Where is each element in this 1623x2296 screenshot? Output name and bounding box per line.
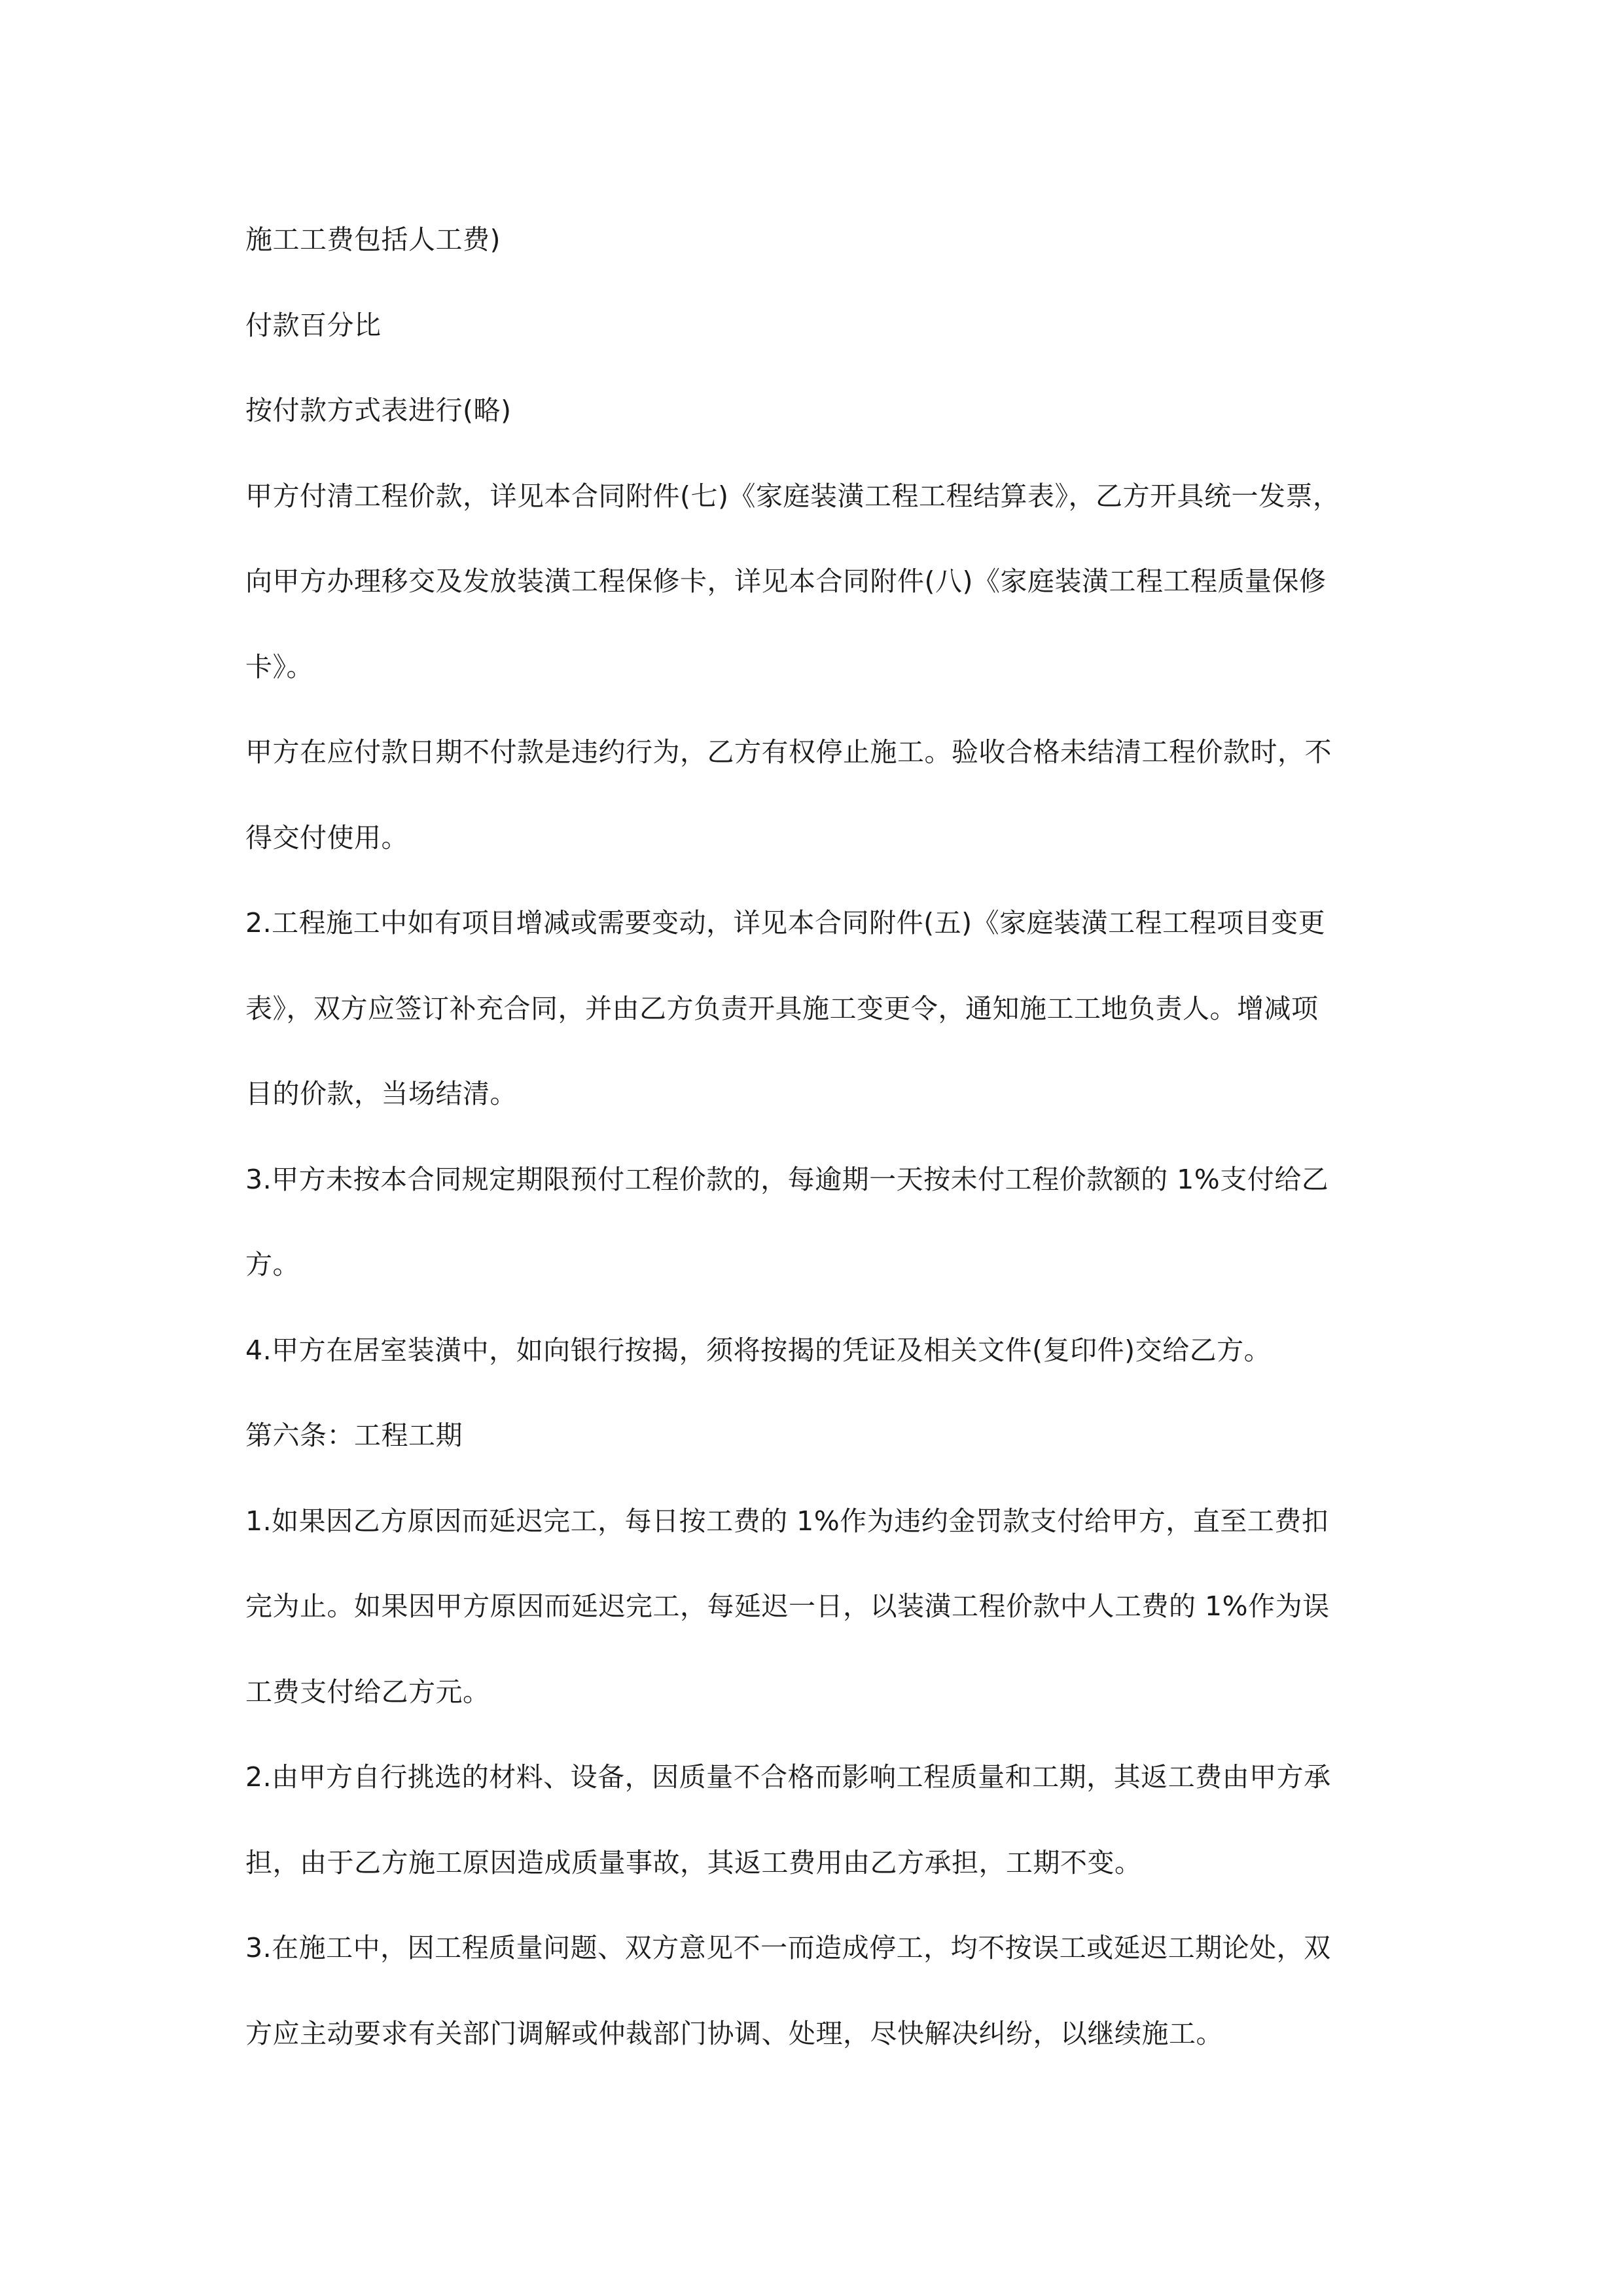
- text-line: 目的价款，当场结清。: [245, 1078, 517, 1109]
- text-line: 按付款方式表进行(略): [245, 395, 512, 426]
- text-line: 方应主动要求有关部门调解或仲裁部门协调、处理，尽快解决纠纷，以继续施工。: [245, 2017, 1223, 2049]
- document-body: [245, 219, 1387, 2098]
- text-line: 3.甲方未按本合同规定期限预付工程价款的，每逾期一天按未付工程价款额的 1%支付给乙: [245, 1163, 1329, 1195]
- text-line: 2.由甲方自行挑选的材料、设备，因质量不合格而影响工程质量和工期，其返工费由甲方承: [245, 1761, 1331, 1793]
- text-line: 工费支付给乙方元。: [245, 1676, 490, 1708]
- text-line: 4.甲方在居室装潢中，如向银行按揭，须将按揭的凭证及相关文件(复印件)交给乙方。: [245, 1334, 1272, 1366]
- text-line: 表》，双方应签订补充合同，并由乙方负责开具施工变更令，通知施工工地负责人。增减项: [245, 992, 1319, 1024]
- text-line: 1.如果因乙方原因而延迟完工，每日按工费的 1%作为违约金罚款支付给甲方，直至工费扣: [245, 1505, 1329, 1537]
- text-line: 卡》。: [245, 651, 313, 683]
- text-line: 担，由于乙方施工原因造成质量事故，其返工费用由乙方承担，工期不变。: [245, 1846, 1142, 1878]
- text-line: 完为止。如果因甲方原因而延迟完工，每延迟一日，以装潢工程价款中人工费的 1%作为误: [245, 1590, 1330, 1622]
- text-line: 甲方在应付款日期不付款是违约行为，乙方有权停止施工。验收合格未结清工程价款时，不: [245, 736, 1332, 768]
- text-line: 得交付使用。: [245, 821, 408, 853]
- text-line: 3.在施工中，因工程质量问题、双方意见不一而造成停工，均不按误工或延迟工期论处，双: [245, 1932, 1331, 1964]
- text-line: 方。: [245, 1249, 300, 1280]
- text-line: 向甲方办理移交及发放装潢工程保修卡，详见本合同附件(八)《家庭装潢工程工程质量保修: [245, 565, 1327, 597]
- text-line: 施工工费包括人工费): [245, 224, 501, 255]
- text-line: 2.工程施工中如有项目增减或需要变动，详见本合同附件(五)《家庭装潢工程工程项目变更: [245, 907, 1326, 939]
- section-heading: 第六条：工程工期: [245, 1420, 463, 1451]
- text-line: 甲方付清工程价款，详见本合同附件(七)《家庭装潢工程工程结算表》，乙方开具统一发票，: [245, 480, 1340, 512]
- text-line: 付款百分比: [245, 309, 382, 341]
